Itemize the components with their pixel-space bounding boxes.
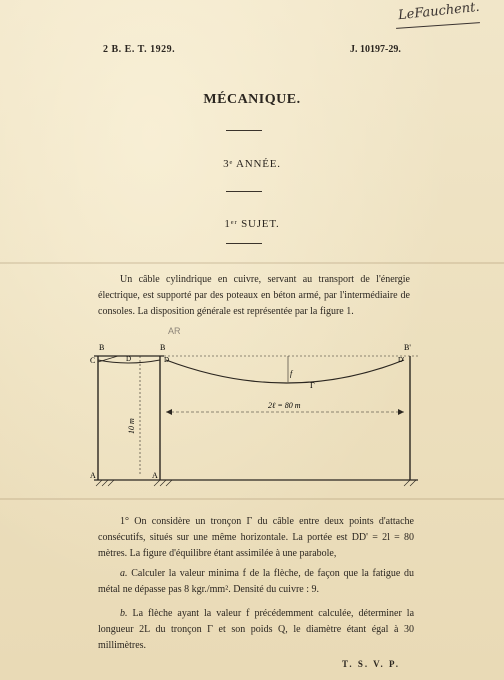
footer-tsvp: T. S. V. P. bbox=[342, 659, 400, 669]
question-b-text: La flèche ayant la valeur f précédemment calculée, déterminer la longueur 2L du tronçon Γ et son poids Q, le diamètre étant égal à 30 millimètres. bbox=[98, 608, 415, 651]
span-arrow-right bbox=[398, 409, 404, 415]
console-strut bbox=[98, 356, 118, 362]
label-B-prime: B' bbox=[404, 343, 411, 352]
question-a-label: a. bbox=[120, 568, 128, 579]
subject-divider bbox=[226, 243, 262, 244]
label-A-mid: A bbox=[152, 471, 158, 480]
question-b-label: b. bbox=[120, 608, 128, 619]
label-f: f bbox=[290, 369, 293, 378]
question-b bbox=[98, 606, 414, 654]
title-divider bbox=[226, 130, 262, 131]
handwritten-underline bbox=[396, 22, 480, 29]
label-B-mid: B bbox=[160, 343, 166, 352]
year-heading: 3ᵉ ANNÉE. bbox=[223, 158, 281, 170]
intro-paragraph: Un câble cylindrique en cuivre, servant au transport de l'énergie électrique, est supporté par des poteaux en béton armé, par l'intermédiaire de consoles. La disposition générale est représentée par la figure 1. bbox=[98, 274, 410, 317]
question-a-text: Calculer la valeur minima f de la flèche, de façon que la fatigue du métal ne dépasse pas 8 kgr./mm². Densité du cuivre : 9. bbox=[98, 568, 415, 595]
year-divider bbox=[226, 191, 262, 192]
label-A-left: A bbox=[90, 471, 96, 480]
label-gamma: Γ bbox=[310, 381, 315, 390]
handwritten-name: LeFauchent. bbox=[397, 0, 481, 24]
pencil-mark: AR bbox=[168, 326, 181, 336]
paper-fold-line bbox=[0, 498, 504, 500]
label-D-prime: D' bbox=[398, 356, 405, 364]
cable-gamma bbox=[166, 360, 404, 383]
label-D: D bbox=[164, 356, 170, 364]
subject-heading: 1ᵉʳ SUJET. bbox=[224, 218, 280, 230]
label-D-left: D bbox=[126, 355, 132, 363]
label-height: 10 m bbox=[127, 418, 136, 434]
figure-1-diagram bbox=[88, 326, 428, 496]
question-a bbox=[98, 566, 414, 598]
question-1: 1° On considère un tronçon Γ du câble entre deux points d'attache consécutifs, situés sur une même horizontale. La portée est DD' = 2l = 80 mètres. La figure d'équilibre étant assimilée à une parabole, bbox=[98, 516, 414, 559]
reference-right: J. 10197-29. bbox=[350, 44, 401, 55]
label-C: C bbox=[90, 356, 96, 365]
page-title: MÉCANIQUE. bbox=[203, 92, 301, 107]
span-arrow-left bbox=[166, 409, 172, 415]
ground-hatch bbox=[96, 480, 416, 486]
paper-fold-line bbox=[0, 262, 504, 264]
label-span: 2ℓ = 80 m bbox=[268, 401, 301, 410]
reference-left: 2 B. E. T. 1929. bbox=[103, 44, 176, 55]
label-B-left: B bbox=[99, 343, 105, 352]
